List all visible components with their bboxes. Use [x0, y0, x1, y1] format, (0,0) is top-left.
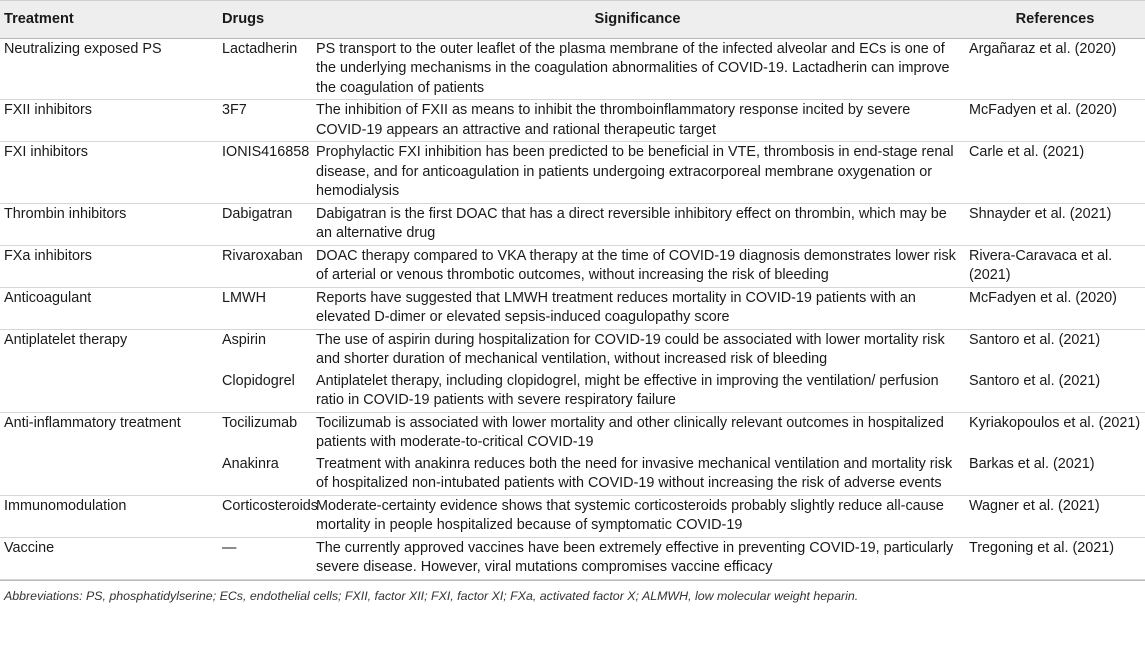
- cell-drug: 3F7: [222, 102, 247, 118]
- cell-treatment: Thrombin inhibitors: [4, 205, 127, 222]
- table-row: [0, 371, 1145, 413]
- cell-treatment: Immunomodulation: [4, 497, 127, 514]
- header-drugs: Drugs: [222, 11, 265, 27]
- table-row: [0, 537, 1145, 579]
- cell-treatment: Antiplatelet therapy: [4, 331, 128, 348]
- cell-reference: Rivera-Caravaca et al. (2021): [969, 247, 1113, 283]
- cell-reference: McFadyen et al. (2020): [969, 289, 1117, 306]
- header-treatment: Treatment: [4, 11, 74, 27]
- cell-drug: LMWH: [222, 289, 266, 306]
- cell-significance: The use of aspirin during hospitalization for COVID-19 could be associated with lower mortality risk and shorter duration of mechanical ventilation, without increased risk of bleeding: [316, 331, 945, 367]
- table-row: [0, 245, 1145, 287]
- cell-significance: Prophylactic FXI inhibition has been predicted to be beneficial in VTE, thrombosis in end-stage renal disease, and for anticoagulation in patients undergoing extracorporeal membrane oxygenation or hemodialysis: [316, 144, 954, 199]
- cell-reference: Santoro et al. (2021): [969, 331, 1101, 348]
- cell-treatment: Neutralizing exposed PS: [4, 40, 162, 57]
- table-row: [0, 142, 1145, 204]
- cell-significance: Antiplatelet therapy, including clopidogrel, might be effective in improving the ventilation/ perfusion ratio in COVID-19 patients with severe respiratory failure: [316, 372, 939, 408]
- cell-drug: IONIS416858: [222, 144, 310, 160]
- cell-treatment: [0, 371, 192, 413]
- cell-significance: Tocilizumab is associated with lower mortality and other clinically relevant outcomes in hospitalized patients with moderate-to-critical COVID-19: [316, 414, 944, 450]
- cell-drug: Dabigatran: [222, 205, 293, 222]
- cell-significance: The currently approved vaccines have been extremely effective in preventing COVID-19, particularly severe disease. However, viral mutations compromises vaccine efficacy: [316, 539, 954, 575]
- cell-drug: Rivaroxaban: [222, 247, 303, 264]
- cell-treatment: [0, 454, 192, 496]
- table-header-row: [0, 1, 1145, 39]
- table-row: [0, 495, 1145, 537]
- cell-drug: Lactadherin: [222, 40, 298, 57]
- cell-reference: Argañaraz et al. (2020): [969, 40, 1117, 57]
- cell-treatment: FXI inhibitors: [4, 144, 88, 160]
- cell-reference: Santoro et al. (2021): [969, 372, 1101, 389]
- cell-drug: Clopidogrel: [222, 372, 295, 389]
- table-body: [0, 38, 1145, 579]
- cell-drug: —: [222, 539, 237, 556]
- table-row: [0, 203, 1145, 245]
- cell-significance: The inhibition of FXII as means to inhibit the thromboinflammatory response incited by severe COVID-19 appears an attractive and rational therapeutic target: [316, 102, 911, 138]
- cell-significance: Dabigatran is the first DOAC that has a direct reversible inhibitory effect on thrombin, which may be an alternative drug: [316, 205, 947, 241]
- cell-drug: Anakinra: [222, 455, 279, 472]
- cell-significance: DOAC therapy compared to VKA therapy at the time of COVID-19 diagnosis demonstrates lower risk of arterial or venous thrombotic outcomes, without increasing the risk of bleeding: [316, 247, 956, 283]
- table-row: [0, 38, 1145, 100]
- cell-treatment: Anti-inflammatory treatment: [4, 414, 181, 431]
- cell-drug: Tocilizumab: [222, 414, 298, 431]
- header-significance: Significance: [594, 11, 681, 27]
- cell-reference: Tregoning et al. (2021): [969, 539, 1115, 556]
- cell-reference: Barkas et al. (2021): [969, 455, 1095, 472]
- cell-treatment: FXa inhibitors: [4, 247, 92, 264]
- table-row: [0, 412, 1145, 454]
- cell-reference: McFadyen et al. (2020): [969, 102, 1117, 118]
- cell-treatment: Anticoagulant: [4, 289, 92, 306]
- cell-significance: Treatment with anakinra reduces both the need for invasive mechanical ventilation and mortality risk of hospitalized non-intubated patients with COVID-19 without increasing the risk of adverse events: [316, 455, 953, 491]
- cell-reference: Wagner et al. (2021): [969, 497, 1100, 514]
- cell-treatment: Vaccine: [4, 539, 55, 556]
- cell-reference: Carle et al. (2021): [969, 144, 1085, 160]
- cell-treatment: FXII inhibitors: [4, 102, 92, 118]
- cell-reference: Kyriakopoulos et al. (2021): [969, 414, 1141, 431]
- table-row: [0, 100, 1145, 142]
- cell-drug: Aspirin: [222, 331, 266, 348]
- cell-significance: Reports have suggested that LMWH treatment reduces mortality in COVID-19 patients with an elevated D-dimer or elevated sepsis-induced coagulopathy score: [316, 289, 916, 325]
- cell-drug: Corticosteroids: [222, 497, 318, 514]
- header-references: References: [1015, 11, 1095, 27]
- cell-reference: Shnayder et al. (2021): [969, 205, 1112, 222]
- cell-significance: PS transport to the outer leaflet of the plasma membrane of the infected alveolar and ECs is one of the underlying mechanisms in the coagulation abnormalities of COVID-19. Lactadherin can improve the coagulation of patients: [316, 40, 950, 96]
- table-row: [0, 287, 1145, 329]
- cell-significance: Moderate-certainty evidence shows that systemic corticosteroids probably slightly reduce all-cause mortality in people hospitalized because of symptomatic COVID-19: [316, 497, 944, 533]
- table-row: [0, 454, 1145, 496]
- abbreviations-footnote: Abbreviations: PS, phosphatidylserine; ECs, endothelial cells; FXII, factor XII; FXI, factor XI; FXa, activated factor X; ALMWH, low molecular weight heparin.: [4, 588, 859, 603]
- table-row: [0, 329, 1145, 371]
